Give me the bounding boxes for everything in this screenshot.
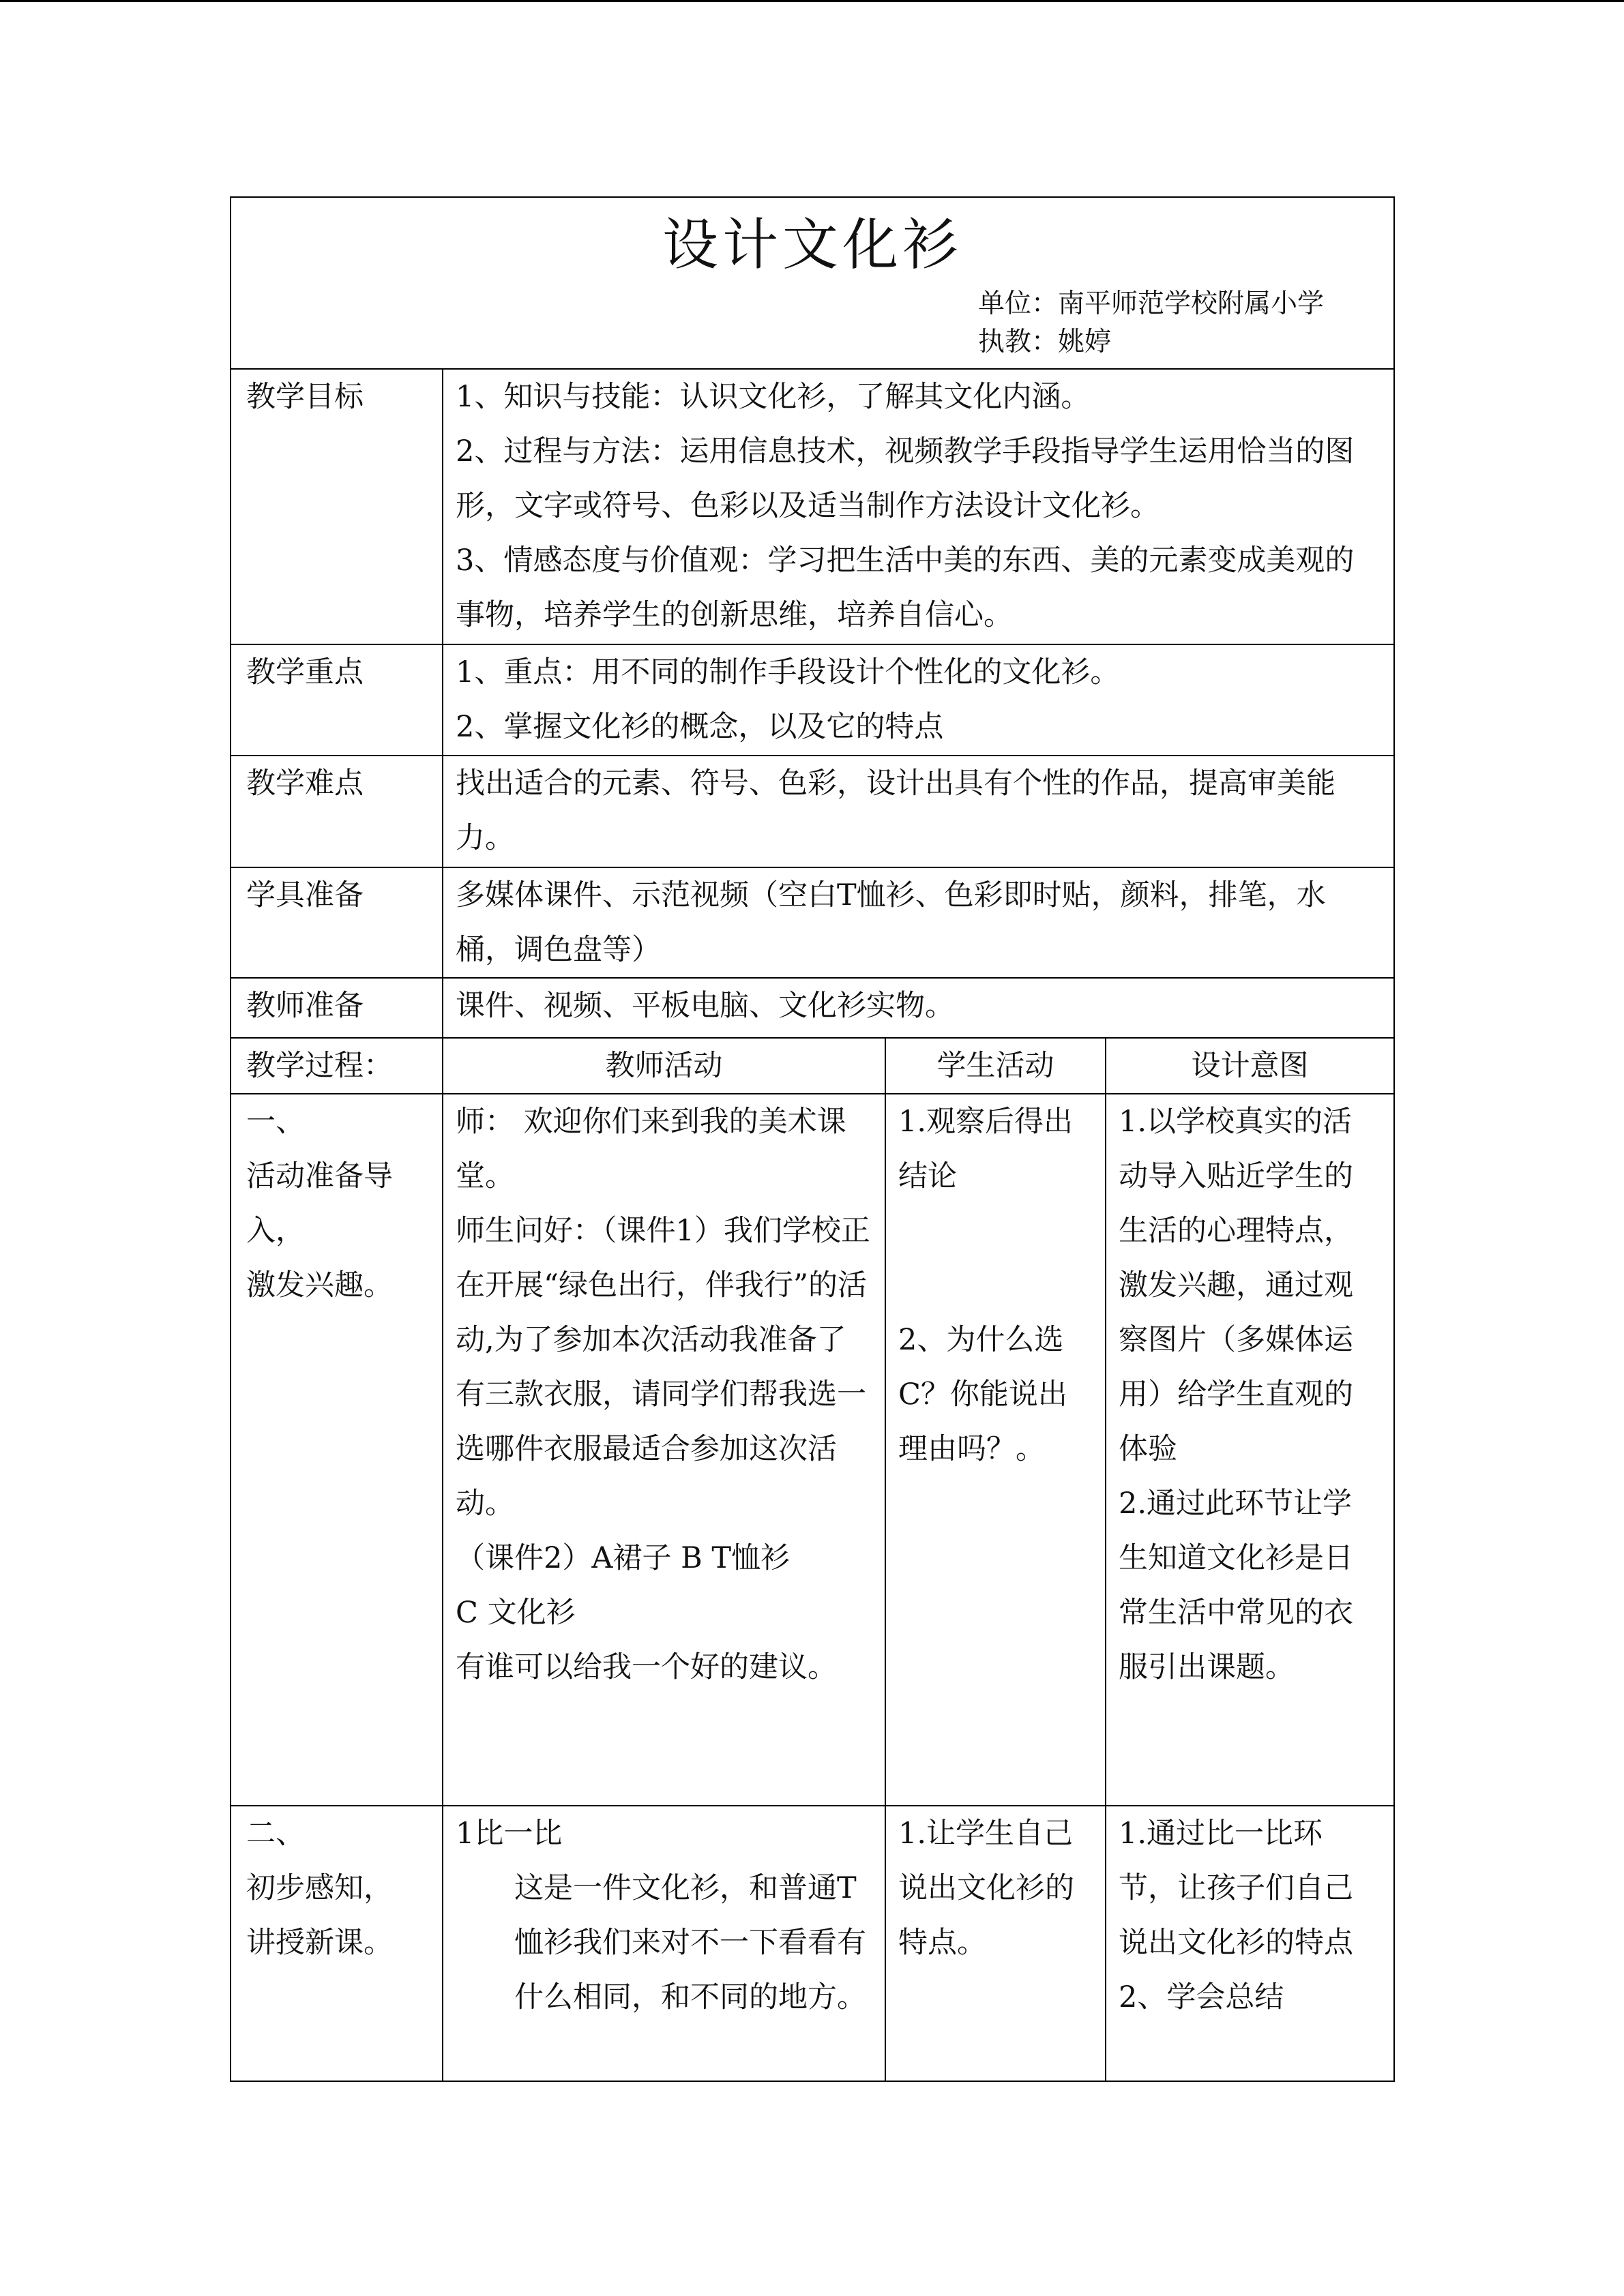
process-header-row bbox=[231, 1038, 1394, 1094]
design-intent-cell bbox=[1106, 1094, 1394, 1806]
stage-label bbox=[231, 1094, 443, 1806]
teacher-activity-line: 师： 欢迎你们来到我的美术课堂。 bbox=[456, 1105, 846, 1193]
objectives-content bbox=[443, 369, 1394, 644]
student-activity-line: 1.观察后得出结论 bbox=[898, 1105, 1074, 1193]
key-point-line: 2、掌握文化衫的概念，以及它的特点 bbox=[456, 710, 944, 744]
teacher-activity-line: （课件2）A裙子 B T恤衫 bbox=[456, 1541, 791, 1575]
stage-row bbox=[231, 1094, 1394, 1806]
teacher-activity-line: 师生问好：（课件1）我们学校正在开展“绿色出行，伴我行”的活动,为了参加本次活动我准备了有三款衣服，请同学们帮我选一选哪件衣服最适合参加这次活动。 bbox=[456, 1214, 870, 1521]
design-intent-line: 1.通过比一比环节，让孩子们自己说出文化衫的特点 bbox=[1119, 1817, 1353, 1960]
student-activity-cell bbox=[885, 1094, 1106, 1806]
stage-label-line: 激发兴趣。 bbox=[246, 1268, 393, 1302]
objective-line: 3、情感态度与价值观：学习把生活中美的东西、美的元素变成美观的事物，培养学生的创新思维，培养自信心。 bbox=[456, 543, 1355, 632]
column-header-intent: 设计意图 bbox=[1106, 1038, 1394, 1094]
student-activity-spacer bbox=[898, 1258, 1093, 1313]
teacher-activity-cell bbox=[443, 1094, 885, 1806]
teacher-activity-line: 有谁可以给我一个好的建议。 bbox=[456, 1650, 837, 1684]
design-intent-line: 1.以学校真实的活动导入贴近学生的生活的心理特点，激发兴趣，通过观察图片（多媒体运用）给学生直观的体验 bbox=[1119, 1105, 1353, 1466]
teacher-prep-content: 课件、视频、平板电脑、文化衫实物。 bbox=[443, 978, 1394, 1038]
student-activity-line: 1.让学生自己说出文化衫的特点。 bbox=[898, 1817, 1074, 1960]
teacher-text: 执教：姚婷 bbox=[978, 327, 1112, 357]
objective-line: 1、知识与技能：认识文化衫，了解其文化内涵。 bbox=[456, 380, 1091, 414]
column-header-teacher: 教师活动 bbox=[443, 1038, 885, 1094]
stage-label-line: 二、 bbox=[246, 1817, 305, 1851]
difficulties-row bbox=[231, 756, 1394, 867]
teacher-activity-line: 1比一比 bbox=[456, 1817, 563, 1851]
author-info bbox=[978, 285, 1324, 361]
key-point-line: 1、重点：用不同的制作手段设计个性化的文化衫。 bbox=[456, 655, 1120, 689]
student-prep-content: 多媒体课件、示范视频（空白T恤衫、色彩即时贴，颜料，排笔，水桶，调色盘等） bbox=[443, 867, 1394, 978]
header-cell bbox=[231, 197, 1394, 369]
key-points-label: 教学重点 bbox=[231, 644, 443, 756]
column-header-student: 学生活动 bbox=[885, 1038, 1106, 1094]
student-prep-label: 学具准备 bbox=[231, 867, 443, 978]
design-intent-line: 2、学会总结 bbox=[1119, 1980, 1284, 2014]
student-activity-line: 2、为什么选C？你能说出理由吗？。 bbox=[898, 1323, 1067, 1466]
teacher-activity-line: 这是一件文化衫，和普通T恤衫我们来对不一下看看有什么相同，和不同的地方。 bbox=[514, 1871, 866, 2014]
stage-label-line: 讲授新课。 bbox=[246, 1926, 393, 1960]
key-points-row bbox=[231, 644, 1394, 756]
difficulties-content: 找出适合的元素、符号、色彩，设计出具有个性的作品，提高审美能力。 bbox=[443, 756, 1394, 867]
teacher-prep-row bbox=[231, 978, 1394, 1038]
teacher-activity-cell bbox=[443, 1806, 885, 2081]
lesson-plan-table bbox=[230, 196, 1395, 2082]
key-points-content bbox=[443, 644, 1394, 756]
page-title: 设计文化衫 bbox=[662, 213, 962, 278]
student-activity-cell bbox=[885, 1806, 1106, 2081]
objectives-row bbox=[231, 369, 1394, 644]
stage-row bbox=[231, 1806, 1394, 2081]
teacher-activity-line: C 文化衫 bbox=[456, 1596, 576, 1630]
student-activity-spacer bbox=[898, 1204, 1093, 1258]
stage-label-line: 初步感知， bbox=[246, 1871, 393, 1905]
stage-label bbox=[231, 1806, 443, 2081]
difficulties-label: 教学难点 bbox=[231, 756, 443, 867]
unit-text: 单位：南平师范学校附属小学 bbox=[978, 288, 1325, 319]
process-label: 教学过程： bbox=[231, 1038, 443, 1094]
design-intent-cell bbox=[1106, 1806, 1394, 2081]
design-intent-line: 2.通过此环节让学生知道文化衫是日常生活中常见的衣服引出课题。 bbox=[1119, 1487, 1353, 1684]
objectives-label: 教学目标 bbox=[231, 369, 443, 644]
objective-line: 2、过程与方法：运用信息技术，视频教学手段指导学生运用恰当的图形，文字或符号、色彩以及适当制作方法设计文化衫。 bbox=[456, 434, 1355, 523]
top-border-line bbox=[0, 0, 1624, 2]
teacher-prep-label: 教师准备 bbox=[231, 978, 443, 1038]
student-prep-row bbox=[231, 867, 1394, 978]
stage-label-line: 活动准备导入， bbox=[246, 1159, 393, 1248]
stage-label-line: 一、 bbox=[246, 1105, 305, 1139]
header-row bbox=[231, 197, 1394, 369]
